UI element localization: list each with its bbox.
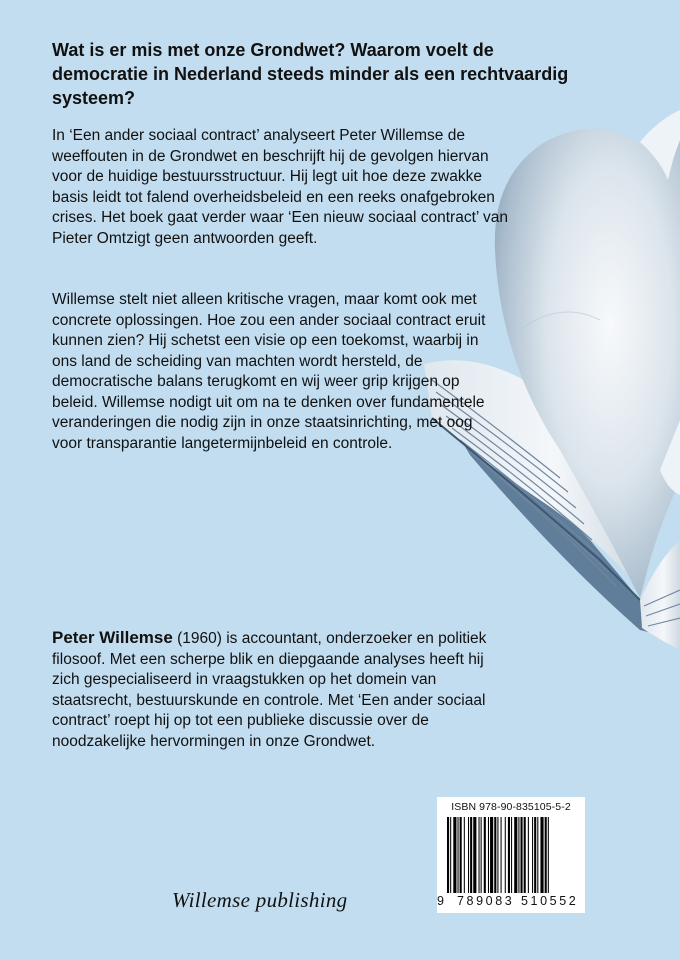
barcode-bar <box>545 817 547 893</box>
barcode-bar <box>540 817 543 893</box>
barcode-bar <box>450 817 451 893</box>
barcode-bar <box>458 817 459 893</box>
barcode-digit-first: 9 <box>437 894 444 908</box>
barcode-bar <box>494 817 496 893</box>
barcode-bar <box>514 817 517 893</box>
barcode-bar <box>460 817 462 893</box>
barcode-bar <box>490 817 493 893</box>
barcode-bar <box>537 817 538 893</box>
barcode-bar <box>528 817 529 893</box>
barcode-bar <box>511 817 512 893</box>
isbn-label: ISBN 978-90-835105-5-2 <box>451 801 571 813</box>
barcode-bar <box>481 817 482 893</box>
publisher-name: Willemse publishing <box>172 888 348 912</box>
barcode-bar <box>479 817 480 893</box>
barcode-bar <box>470 817 472 893</box>
barcode-bar <box>468 817 469 893</box>
barcode-bar <box>488 817 489 893</box>
author-name: Peter Willemse <box>52 628 173 647</box>
barcode-bar <box>521 817 523 893</box>
barcode-bar <box>505 817 506 893</box>
barcode-digits-right: 510552 <box>521 894 579 908</box>
barcode-bar <box>501 817 502 893</box>
barcode-bar <box>484 817 486 893</box>
description-paragraph-2: Willemse stelt niet alleen kritische vragen, maar komt ook met concrete oplossingen. Hoe zou een ander sociaal contract eruit kunnen zien? Hij schetst een visie op een toekomst, waarbij in ons land de scheiding van machten wordt hersteld, de democratische balans terugkomt en wij weer grip krijgen op beleid. Willemse nodigt uit om na te denken over fundamentele veranderingen die nodig zijn in onze staatsinrichting, met oog voor transparantie langetermijnbeleid en controle. <box>52 291 486 452</box>
barcode-bar <box>518 817 519 893</box>
back-cover-headline: Wat is er mis met onze Grondwet? Waarom voelt de democratie in Nederland steeds minder als een rechtvaardig systeem? <box>52 40 569 108</box>
barcode-bar <box>508 817 510 893</box>
author-bio <box>52 628 502 752</box>
barcode-bar <box>453 817 456 893</box>
description-paragraph-1: In ‘Een ander sociaal contract’ analyseert Peter Willemse de weeffouten in de Grondwet en beschrijft hij de gevolgen hiervan voor de huidige bestuursstructuur. Hij legt uit hoe deze zwakke basis leidt tot falend overheidsbeleid en een reeks onafgebroken crises. Het boek gaat verder waar ‘Een nieuw sociaal contract’ van Pieter Omtzigt geen antwoorden geeft. <box>52 127 509 247</box>
barcode-bar <box>534 817 536 893</box>
isbn-barcode <box>437 797 585 913</box>
barcode-bar <box>524 817 526 893</box>
barcode-bar <box>548 817 549 893</box>
barcode-bar <box>497 817 498 893</box>
author-bio-text: (1960) is accountant, onderzoeker en politiek filosoof. Met een scherpe blik en diepgaande analyses heeft hij zich gespecialiseerd in vraagstukken op het domein van staatsrecht, bestuurskunde en controle. Met ‘Een ander sociaal contract’ roept hij op tot een publieke discussie over de noodzakelijke hervormingen in onze Grondwet. <box>52 630 487 750</box>
barcode-bar <box>473 817 476 893</box>
barcode-bar <box>447 817 449 893</box>
barcode-bar <box>532 817 533 893</box>
barcode-digits-left: 789083 <box>457 894 515 908</box>
barcode-bar <box>464 817 465 893</box>
